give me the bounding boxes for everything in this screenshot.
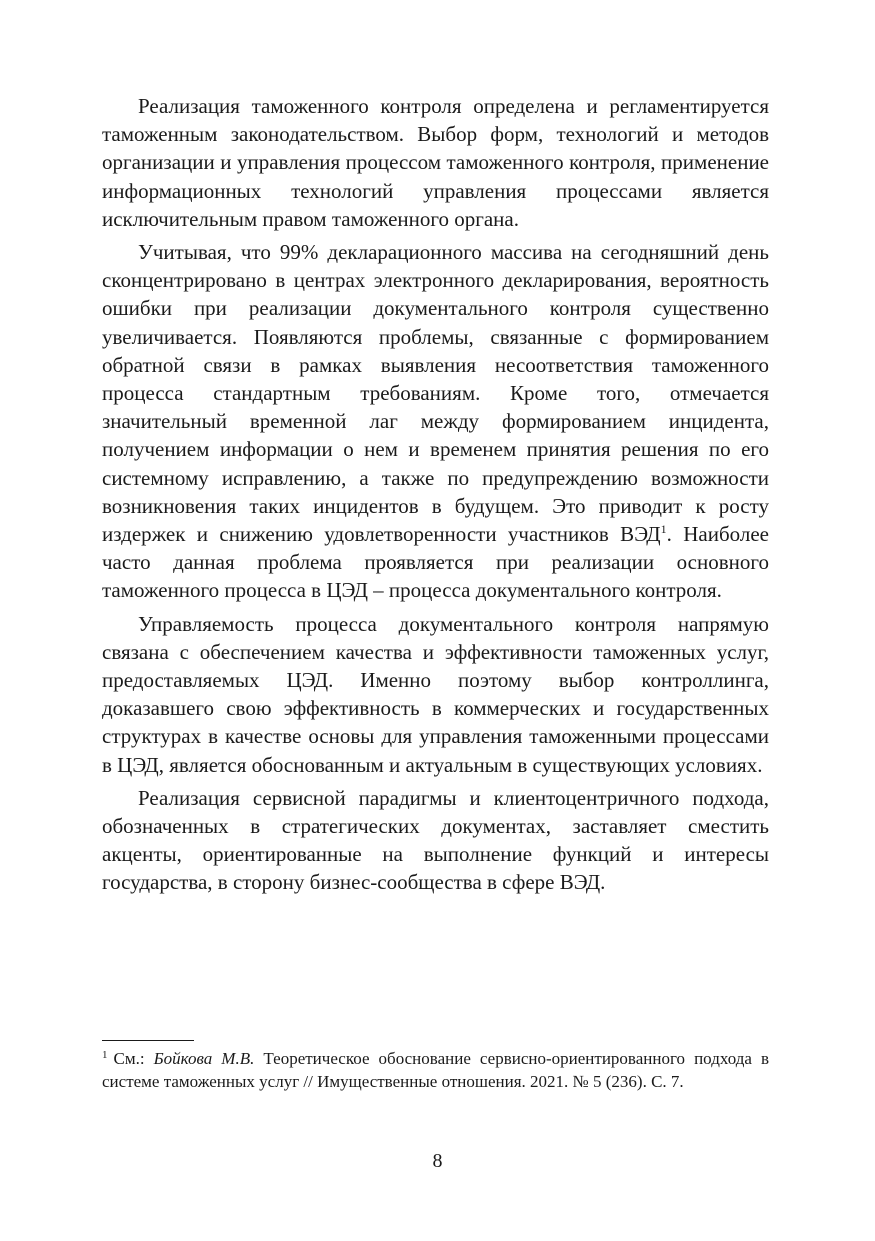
footnote-text: Теоретическое обоснование сервисно-ориентированного подхода в системе таможенных услуг // Имущественные отношения. 2021. № 5 (236). С. 7. xyxy=(102,1049,769,1091)
paragraph-2 xyxy=(102,238,769,605)
footnote-divider xyxy=(102,1040,194,1041)
paragraph-2-text-after: . Наиболее часто данная проблема проявляется при реализации основного таможенного процесса в ЦЭД – процесса документального контроля. xyxy=(102,522,769,603)
footnote-prefix: См.: xyxy=(113,1049,154,1068)
footnotes xyxy=(102,1040,769,1093)
footnote-author: Бойкова М.В. xyxy=(153,1049,255,1068)
footnote-mark: 1 xyxy=(102,1049,108,1061)
main-text xyxy=(102,92,769,902)
footnote-1 xyxy=(102,1047,769,1093)
paragraph-4: Реализация сервисной парадигмы и клиентоцентричного подхода, обозначенных в стратегических документах, заставляет сместить акценты, ориентированные на выполнение функций и интересы государства, в сторону бизнес-сообщества в сфере ВЭД. xyxy=(102,785,769,895)
paragraph-3: Управляемость процесса документального контроля напрямую связана с обеспечением качества и эффективности таможенных услуг, предоставляемых ЦЭД. Именно поэтому выбор контроллинга, доказавшего свою эффективность в коммерческих и государственных структурах в качестве основы для управления таможенными процессами в ЦЭД, является обоснованным и актуальным в существующих условиях. xyxy=(102,611,769,777)
paragraph-2-text-before: Учитывая, что 99% декларационного массива на сегодняшний день сконцентрировано в центрах электронного декларирования, вероятность ошибки при реализации документального контроля существенно увеличивается. Появляются проблемы, связанные с формированием обратной связи в рамках выявления несоответствия таможенного процесса стандартным требованиям. Кроме того, отмечается значительный временной лаг между формированием инцидента, получением информации о нем и временем принятия решения по его системному исправлению, а также по предупреждению возможности возникновения таких инцидентов в будущем. Это приводит к росту издержек и снижению удовлетворенности участников ВЭД xyxy=(102,240,769,547)
page-number: 8 xyxy=(432,1150,443,1172)
paragraph-1: Реализация таможенного контроля определена и регламентируется таможенным законодательством. Выбор форм, технологий и методов организации и управления процессом таможенного контроля, применение информационных технологий управления процессами является исключительным правом таможенного органа. xyxy=(102,94,769,231)
footnote-reference[interactable]: 1 xyxy=(660,522,667,537)
